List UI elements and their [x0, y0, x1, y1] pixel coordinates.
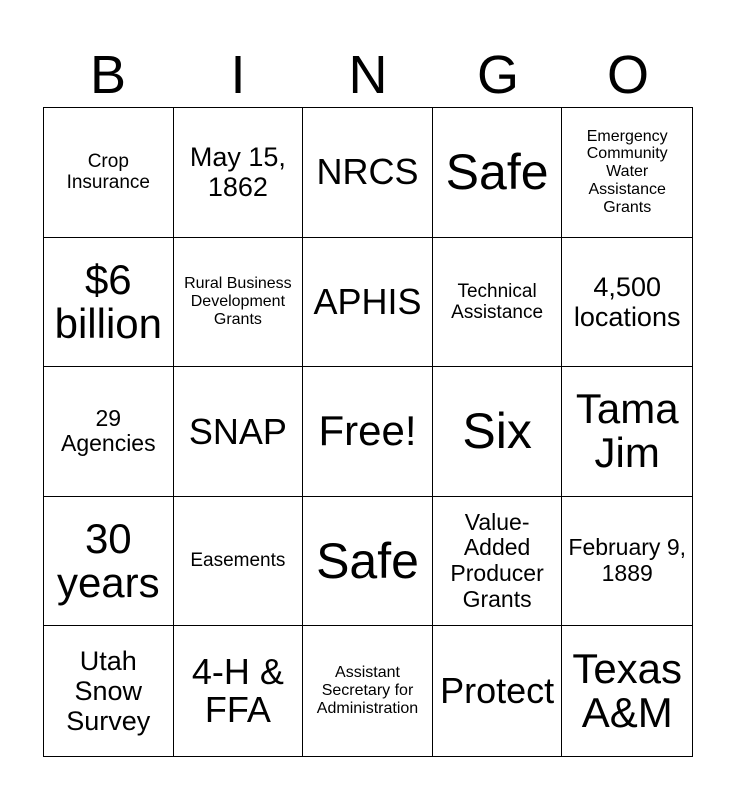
bingo-cell[interactable]: $6 billion [44, 238, 174, 368]
bingo-cell[interactable]: SNAP [174, 367, 304, 497]
bingo-cell[interactable]: Value-Added Producer Grants [433, 497, 563, 627]
bingo-cell[interactable]: Safe [303, 497, 433, 627]
bingo-cell[interactable]: NRCS [303, 108, 433, 238]
header-letter-i: I [230, 45, 246, 105]
bingo-cell[interactable]: Six [433, 367, 563, 497]
bingo-cell[interactable]: Rural Business Development Grants [174, 238, 304, 368]
bingo-cell[interactable]: 30 years [44, 497, 174, 627]
bingo-cell[interactable]: Assistant Secretary for Administration [303, 626, 433, 756]
bingo-cell[interactable]: Safe [433, 108, 563, 238]
bingo-header [43, 40, 693, 110]
bingo-cell[interactable]: Protect [433, 626, 563, 756]
bingo-cell[interactable]: APHIS [303, 238, 433, 368]
bingo-cell[interactable]: Easements [174, 497, 304, 627]
free-space[interactable]: Free! [303, 367, 433, 497]
bingo-cell[interactable]: 4-H & FFA [174, 626, 304, 756]
bingo-cell[interactable]: 29 Agencies [44, 367, 174, 497]
bingo-cell[interactable]: May 15, 1862 [174, 108, 304, 238]
bingo-cell[interactable]: Emergency Community Water Assistance Grants [562, 108, 692, 238]
bingo-cell[interactable]: Tama Jim [562, 367, 692, 497]
bingo-board [43, 107, 693, 757]
bingo-cell[interactable]: February 9, 1889 [562, 497, 692, 627]
bingo-cell[interactable]: Crop Insurance [44, 108, 174, 238]
header-letter-b: B [89, 45, 127, 105]
header-letter-g: G [476, 45, 519, 105]
bingo-cell[interactable]: Texas A&M [572, 645, 683, 737]
bingo-cell[interactable]: Utah Snow Survey [44, 626, 174, 756]
bingo-cell[interactable]: 4,500 locations [562, 238, 692, 368]
header-letter-o: O [606, 45, 649, 105]
header-letter-n: N [348, 45, 388, 105]
bingo-cell[interactable]: Technical Assistance [433, 238, 563, 368]
